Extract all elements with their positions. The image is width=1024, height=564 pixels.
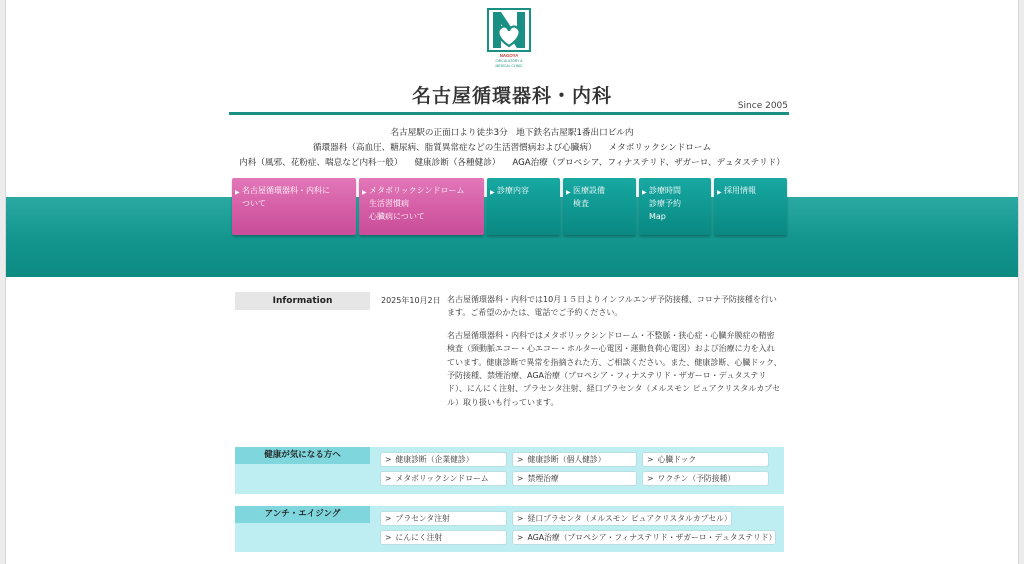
chevron-right-icon: > [517,533,524,542]
link-metabolic-syndrome[interactable] [380,471,507,486]
nav-tab-recruit[interactable] [714,178,787,235]
intro-line-2b: メタボリックシンドローム [608,143,712,153]
link-aga-treatment[interactable] [512,530,776,545]
category-health [235,447,784,494]
nav-tab-label: 検査 [573,199,589,208]
information-paragraph: 名古屋循環器科・内科では10月１５日よりインフルエンザ予防接種、コロナ予防接種を行います。ご希望のかたは、電話でご予約ください。 [447,295,777,318]
tab-arrow-icon: ▶ [362,189,367,196]
intro-text [0,126,1024,171]
information-heading: Information [235,292,370,310]
nav-tab-label: Map [649,212,666,221]
nav-tab-equipment[interactable] [563,178,636,235]
nav-tab-label: 採用情報 [724,186,756,195]
nav-tab-label: 生活習慣病 [369,199,409,208]
nav-tab-label: 診療内容 [497,186,529,195]
category-label: 健康が気になる方へ [235,447,370,464]
svg-text:CIRCULATORY &: CIRCULATORY & [495,59,523,63]
nav-tab-label: 診療時間 [649,186,681,195]
link-label: メタボリックシンドローム [395,474,489,483]
link-oral-placenta[interactable] [512,511,732,526]
chevron-right-icon: > [385,514,392,523]
link-label: AGA治療（プロペシア・フィナステリド・ザガーロ・デュタステリド） [527,533,777,542]
information-body [447,293,782,409]
nav-tab-label: メタボリックシンドローム [369,186,465,195]
category-anti-aging [235,506,784,552]
link-label: にんにく注射 [395,533,443,542]
intro-line-1: 名古屋駅の正面口より徒歩3分 地下鉄名古屋駅1番出口ビル内 [390,128,634,138]
tab-arrow-icon: ▶ [717,189,722,196]
intro-line-3b: 健康診断（各種健診） [414,158,501,168]
nav-tab-hours[interactable] [639,178,711,235]
svg-text:MEDICAL CLINIC: MEDICAL CLINIC [495,64,523,68]
chevron-right-icon: > [517,455,524,464]
link-label: 禁煙治療 [527,474,559,483]
tab-arrow-icon: ▶ [490,189,495,196]
svg-text:NAGOYA: NAGOYA [499,53,519,58]
link-label: 経口プラセンタ（メルスモン ピュアクリスタルカプセル） [527,514,732,523]
link-health-checkup-corporate[interactable] [380,452,507,467]
intro-line-2a: 循環器科（高血圧、糖尿病、脂質異常症などの生活習慣病および心臓病） [312,143,597,153]
chevron-right-icon: > [385,533,392,542]
tab-arrow-icon: ▶ [566,189,571,196]
chevron-right-icon: > [517,514,524,523]
nav-tab-label: 医療設備 [573,186,605,195]
nav-tab-label: ついて [242,199,266,208]
nagoya-clinic-logo-icon[interactable] [487,8,531,68]
intro-line-3c: AGA治療（プロペシア、フィナステリド、ザガーロ、デュタステリド） [512,158,785,168]
nav-tab-services[interactable] [487,178,560,235]
chevron-right-icon: > [647,474,654,483]
link-smoking-cessation[interactable] [512,471,637,486]
site-title: 名古屋循環器科・内科 [411,85,612,107]
intro-line-3a: 内科（風邪、花粉症、喘息など内科一般） [239,158,403,168]
chevron-right-icon: > [385,455,392,464]
link-health-checkup-individual[interactable] [512,452,637,467]
link-label: ワクチン（予防接種） [657,474,736,483]
nav-tab-label: 診療予約 [649,199,681,208]
link-placenta-injection[interactable] [380,511,507,526]
link-garlic-injection[interactable] [380,530,507,545]
intro-line-3 [0,156,1024,171]
link-label: プラセンタ注射 [395,514,450,523]
nav-tab-label: 心臓病について [369,212,425,221]
link-vaccine[interactable] [642,471,769,486]
tab-arrow-icon: ▶ [642,189,647,196]
chevron-right-icon: > [385,474,392,483]
nav-tab-about[interactable] [232,178,356,235]
chevron-right-icon: > [517,474,524,483]
tab-arrow-icon: ▶ [235,189,240,196]
intro-line-2 [0,141,1024,156]
chevron-right-icon: > [647,455,654,464]
link-heart-dock[interactable] [642,452,769,467]
nav-tab-metabolic[interactable] [359,178,484,235]
information-date: 2025年10月2日 [381,296,441,305]
link-label: 健康診断（企業健診） [395,455,474,464]
header-divider [229,112,789,115]
since-label: Since 2005 [737,101,788,111]
nav-tab-label: 名古屋循環器科・内科に [242,186,330,195]
category-label: アンチ・エイジング [235,506,370,523]
information-paragraph: 名古屋循環器科・内科ではメタボリックシンドローム・不整脈・狭心症・心臓弁膜症の精密検査（頸動脈エコー・心エコー・ホルター心電図・運動負荷心電図）および治療に力を入れています。健康診断で異常を指摘された方、ご相談ください。また、健康診断、心臓ドック、予防接種、禁煙治療、AGA治療（プロペシア・フィナステリド・ザガーロ・デュタステリド）、にんにく注射、プラセンタ注射、経口プラセンタ（メルスモン ピュアクリスタルカプセル）取り扱いも行っています。 [447,330,782,407]
link-label: 健康診断（個人健診） [527,455,606,464]
link-label: 心臓ドック [657,455,697,464]
